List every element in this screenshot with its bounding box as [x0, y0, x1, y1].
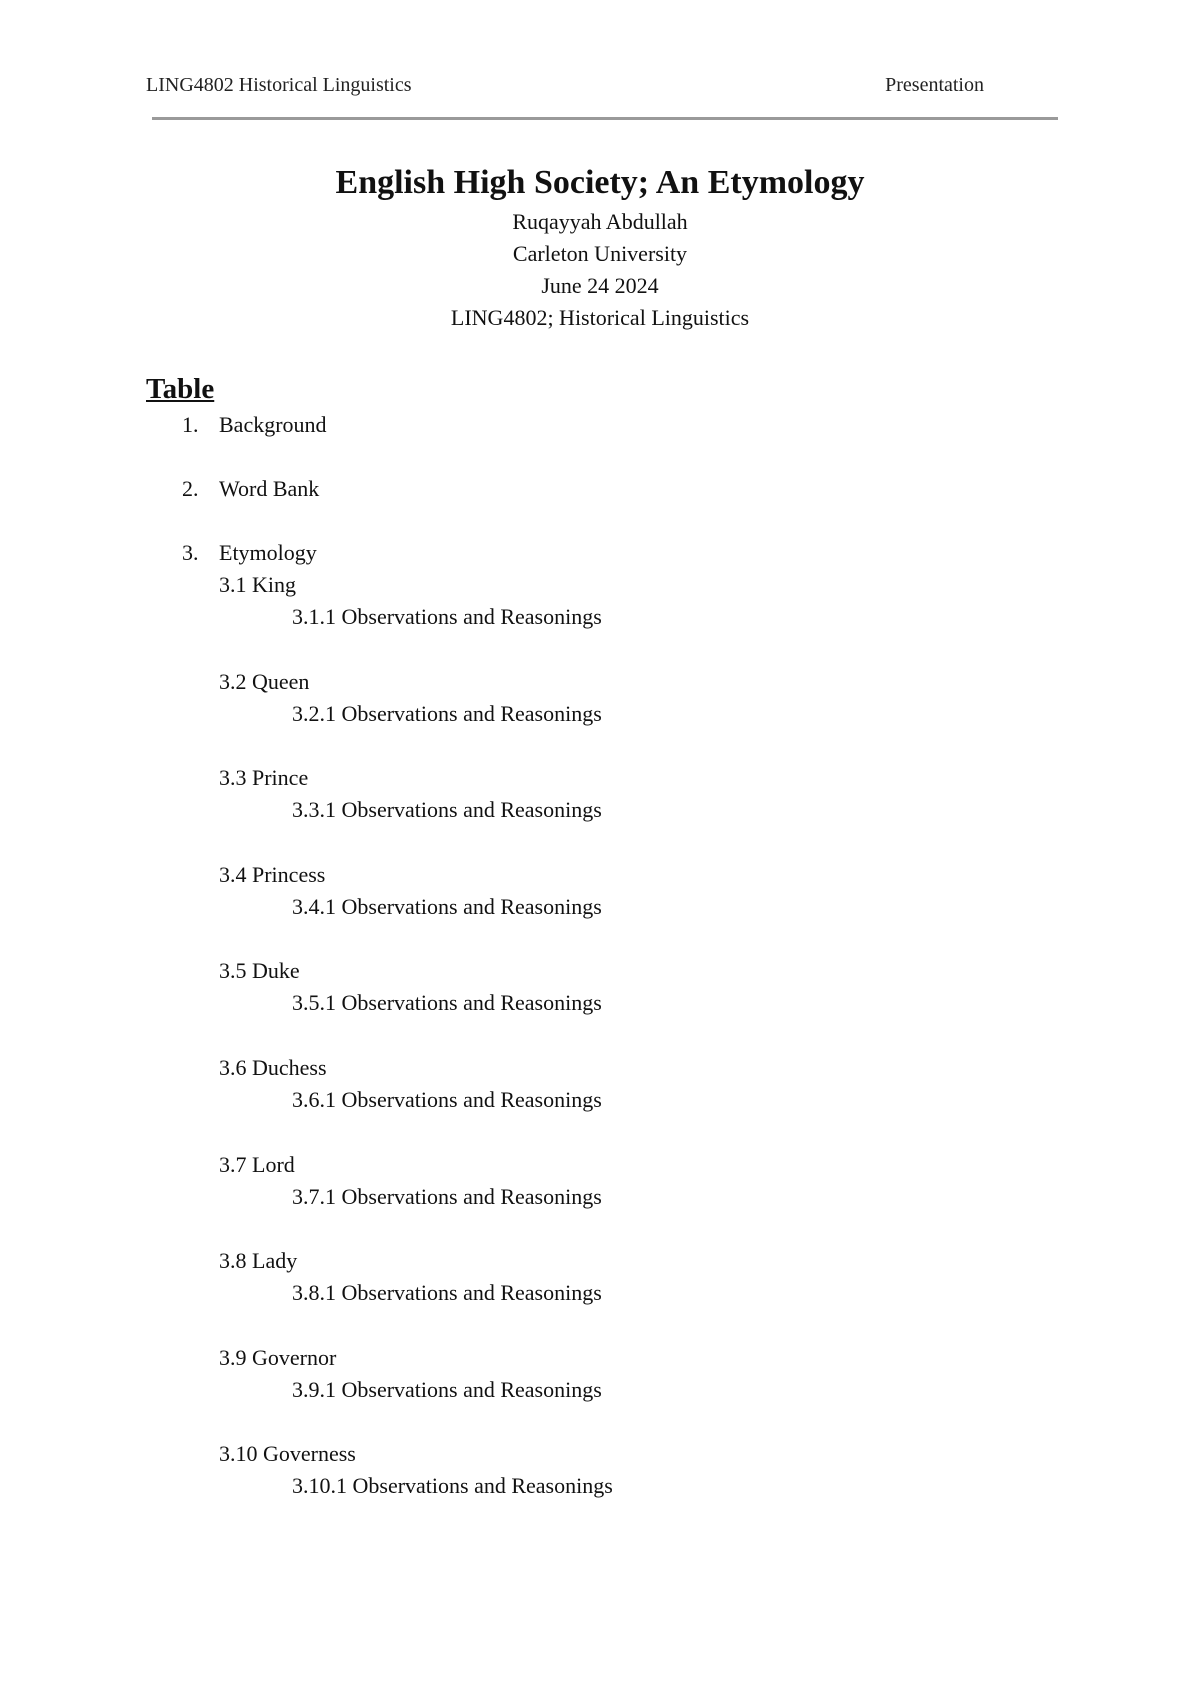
toc-subsection: 3.2.1 Observations and Reasonings — [292, 701, 602, 726]
toc-subsection: 3.8.1 Observations and Reasonings — [292, 1280, 602, 1305]
toc-item-number: 3. — [182, 540, 199, 565]
toc-section: 3.7 Lord — [219, 1152, 295, 1177]
header-type: Presentation — [885, 74, 984, 96]
toc-subsection: 3.6.1 Observations and Reasonings — [292, 1087, 602, 1112]
toc-item-label: Word Bank — [219, 476, 320, 501]
toc-section: 3.1 King — [219, 572, 296, 597]
toc-subsection: 3.10.1 Observations and Reasonings — [292, 1473, 613, 1498]
page-header — [146, 74, 984, 100]
author-name: Ruqayyah Abdullah — [512, 209, 688, 234]
toc-subsection: 3.9.1 Observations and Reasonings — [292, 1377, 602, 1402]
course-line: LING4802; Historical Linguistics — [450, 305, 750, 330]
toc-heading: Table — [146, 373, 215, 405]
toc-section: 3.3 Prince — [219, 765, 309, 790]
title-block — [0, 160, 1200, 334]
toc-item-label: Background — [219, 412, 327, 437]
toc-section: 3.9 Governor — [219, 1345, 337, 1370]
toc-section: 3.5 Duke — [219, 958, 300, 983]
toc-section: 3.10 Governess — [219, 1441, 356, 1466]
toc-subsection: 3.5.1 Observations and Reasonings — [292, 990, 602, 1015]
header-course: LING4802 Historical Linguistics — [146, 74, 412, 96]
toc-subsection: 3.1.1 Observations and Reasonings — [292, 604, 602, 629]
toc-subsection: 3.4.1 Observations and Reasonings — [292, 894, 602, 919]
toc-section: 3.6 Duchess — [219, 1055, 327, 1080]
toc-subsection: 3.3.1 Observations and Reasonings — [292, 797, 602, 822]
document-title: English High Society; An Etymology — [335, 164, 865, 201]
toc-item-label: Etymology — [219, 540, 317, 565]
toc-subsection: 3.7.1 Observations and Reasonings — [292, 1184, 602, 1209]
toc-section: 3.2 Queen — [219, 669, 310, 694]
document-date: June 24 2024 — [541, 273, 659, 298]
institution-name: Carleton University — [512, 241, 688, 266]
toc-item-number: 2. — [182, 476, 199, 501]
toc-section: 3.8 Lady — [219, 1248, 298, 1273]
toc-item-number: 1. — [182, 412, 199, 437]
header-divider — [152, 117, 1058, 120]
toc-section: 3.4 Princess — [219, 862, 326, 887]
